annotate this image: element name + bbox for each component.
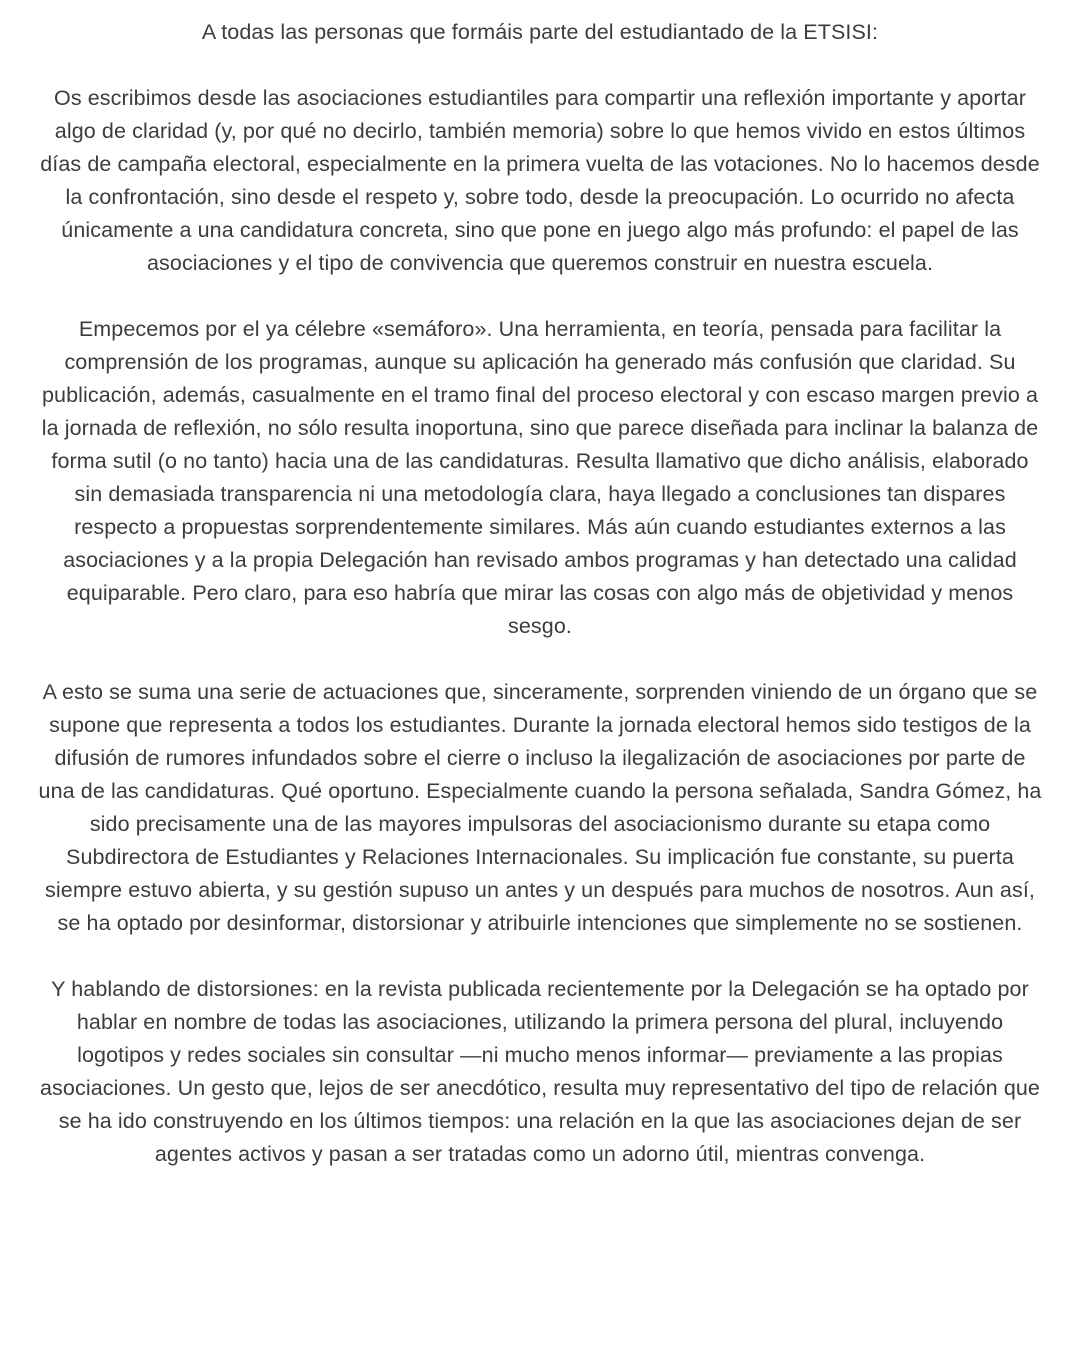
letter-paragraph-3: A esto se suma una serie de actuaciones que, sinceramente, sorprenden viniendo de un órgano que se supone que representa a todos los estudiantes. Durante la jornada electoral hemos sido testigos de la difusión de rumores infundados sobre el cierre o incluso la ilegalización de asociaciones por parte de una de las candidaturas. Qué oportuno. Especialmente cuando la persona señalada, Sandra Gómez, ha sido precisamente una de las mayores impulsoras del asociacionismo durante su etapa como Subdirectora de Estudiantes y Relaciones Internacionales. Su implicación fue constante, su puerta siempre estuvo abierta, y su gestión supuso un antes y un después para muchos de nosotros. Aun así, se ha optado por desinformar, distorsionar y atribuirle intenciones que simplemente no se sostienen. [38,680,1042,935]
letter-salutation: A todas las personas que formáis parte del estudiantado de la ETSISI: [201,20,879,44]
letter-paragraph-2: Empecemos por el ya célebre «semáforo». Una herramienta, en teoría, pensada para facilitar la comprensión de los programas, aunque su aplicación ha generado más confusión que claridad. Su publicación, además, casualmente en el tramo final del proceso electoral y con escaso margen previo a la jornada de reflexión, no sólo resulta inoportuna, sino que parece diseñada para inclinar la balanza de forma sutil (o no tanto) hacia una de las candidaturas. Resulta llamativo que dicho análisis, elaborado sin demasiada transparencia ni una metodología clara, haya llegado a conclusiones tan dispares respecto a propuestas sorprendentemente similares. Más aún cuando estudiantes externos a las asociaciones y a la propia Delegación han revisado ambos programas y han detectado una calidad equiparable. Pero claro, para eso habría que mirar las cosas con algo más de objetividad y menos sesgo. [41,317,1039,638]
letter-paragraph-1: Os escribimos desde las asociaciones estudiantiles para compartir una reflexión importante y aportar algo de claridad (y, por qué no decirlo, también memoria) sobre lo que hemos vivido en estos últimos días de campaña electoral, especialmente en la primera vuelta de las votaciones. No lo hacemos desde la confrontación, sino desde el respeto y, sobre todo, desde la preocupación. Lo ocurrido no afecta únicamente a una candidatura concreta, sino que pone en juego algo más profundo: el papel de las asociaciones y el tipo de convivencia que queremos construir en nuestra escuela. [40,86,1040,275]
letter-paragraph-4: Y hablando de distorsiones: en la revista publicada recientemente por la Delegación se ha optado por hablar en nombre de todas las asociaciones, utilizando la primera persona del plural, incluyendo logotipos y redes sociales sin consultar —ni mucho menos informar— previamente a las propias asociaciones. Un gesto que, lejos de ser anecdótico, resulta muy representativo del tipo de relación que se ha ido construyendo en los últimos tiempos: una relación en la que las asociaciones dejan de ser agentes activos y pasan a ser tratadas como un adorno útil, mientras convenga. [40,977,1040,1166]
